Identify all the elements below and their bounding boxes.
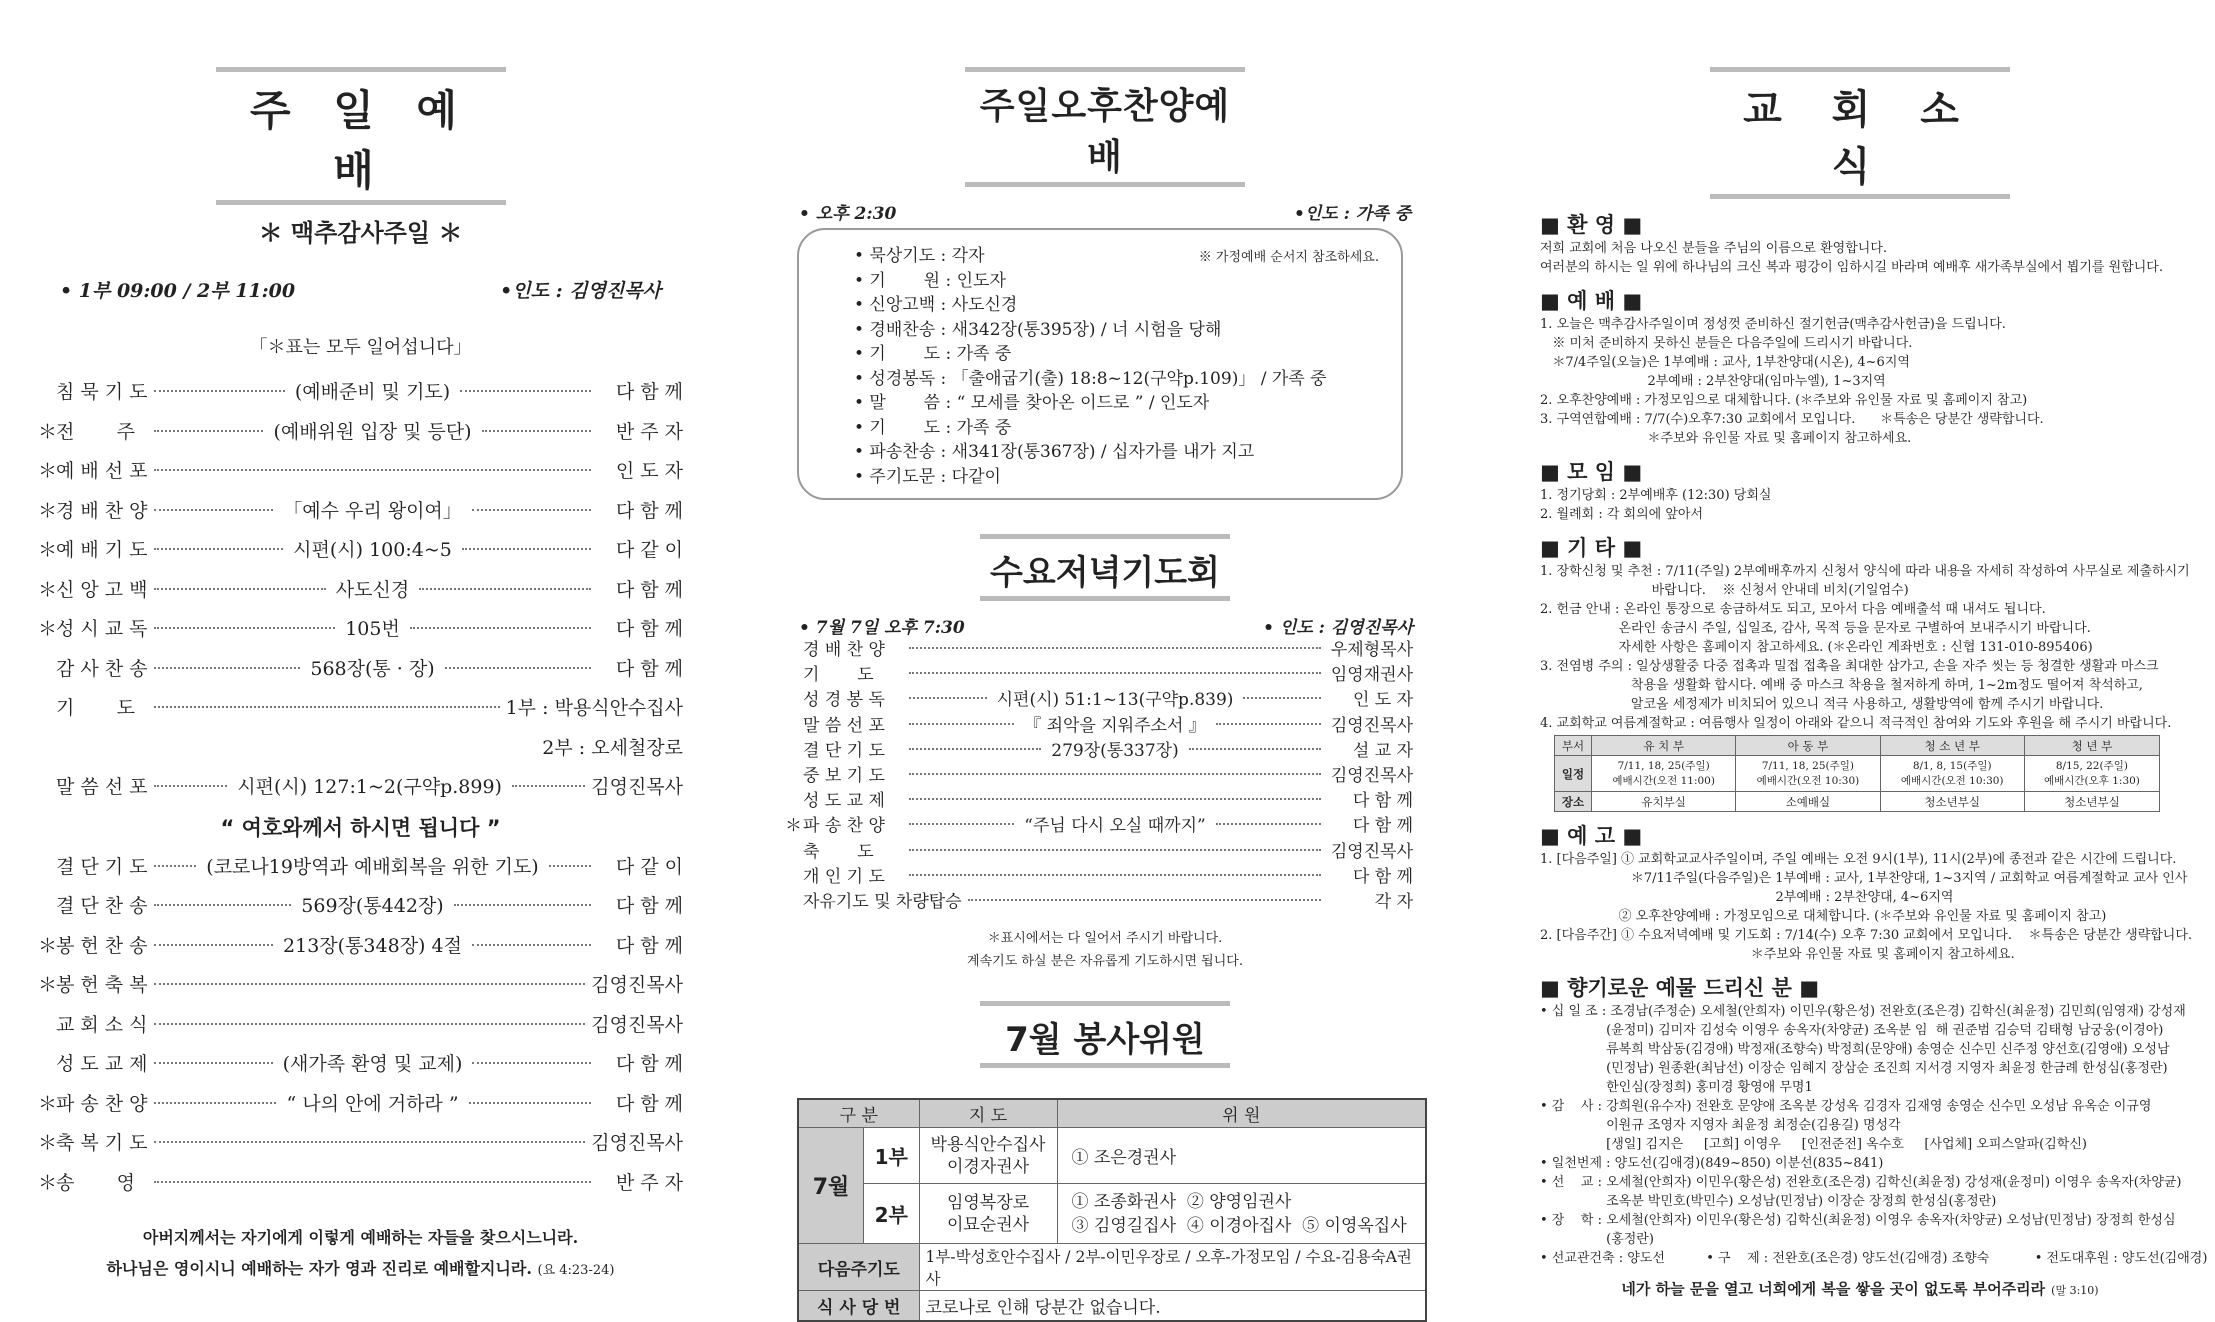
order-label: 교 회 소 식 xyxy=(56,1013,148,1036)
wednesday-time: • 7월 7일 오후 7:30 xyxy=(799,618,965,638)
order-person: 각 자 xyxy=(1374,891,1413,912)
order-person: 2부 : 오세철장로 xyxy=(542,736,683,759)
news-line: 1. 정기당회 : 2부예배후 (12:30) 당회실 xyxy=(1540,488,1772,503)
vol-month: 7월 xyxy=(798,1128,864,1244)
afternoon-leader: •인도 : 가족 중 xyxy=(1293,204,1411,224)
wednesday-note-1: ＊표시에서는 다 일어서 주시기 바랍니다. xyxy=(987,931,1223,947)
news-line: 한인심(장정희) 홍미경 황영애 무명1 xyxy=(1540,1080,1813,1095)
order-label: 봉 헌 축 복 xyxy=(56,974,148,996)
vol-part-1: 1부 xyxy=(864,1128,920,1184)
news-line: 1. 오늘은 맥추감사주일이며 정성껏 준비하신 절기헌금(맥추감사헌금)을 드립니다. xyxy=(1540,317,2006,332)
worship-time: • 1부 09:00 / 2부 11:00 xyxy=(60,280,296,302)
wednesday-title-box xyxy=(980,534,1230,601)
order-label: 개 인 기 도 xyxy=(803,866,885,887)
afternoon-order-item: • 말 씀 : “ 모세를 찾아온 이드로 ” / 인도자 xyxy=(854,393,1210,413)
news-section-heading: ■ 예 고 ■ xyxy=(1540,824,1643,848)
camp-date: 7/11, 18, 25(주일) 예배시간(오전 11:00) xyxy=(1592,756,1736,792)
bible-verse-2: 하나님은 영이시니 예배하는 자가 영과 진리로 예배할지니라. xyxy=(106,1259,532,1278)
order-label: 신 앙 고 백 xyxy=(56,578,148,601)
afternoon-order-item: • 주기도문 : 다같이 xyxy=(854,466,1001,487)
standing-mark: ＊ xyxy=(38,499,58,522)
order-content: (코로나19방역과 예배회복을 위한 기도) xyxy=(202,848,542,888)
bible-verse-ref: (요 4:23-24) xyxy=(537,1263,615,1278)
news-section-body xyxy=(1540,850,2193,964)
vol-header-members: 위 원 xyxy=(1057,1099,1426,1128)
vol-leader-1a: 박용식안수집사 xyxy=(930,1134,1046,1155)
order-person: 다 같 이 xyxy=(615,539,684,561)
news-line: 2부예배 : 2부찬양대, 4~6지역 xyxy=(1540,890,1954,905)
bible-verse-1: 아버지께서는 자기에게 이렇게 예배하는 자들을 찾으시느니라. xyxy=(142,1228,579,1247)
camp-place: 청소년부실 xyxy=(2024,792,2159,812)
order-row xyxy=(38,966,683,1006)
closing-verse: 네가 하늘 문을 열고 너희에게 복을 쌓을 곳이 없도록 부어주리라 xyxy=(1621,1280,2046,1298)
order-row xyxy=(38,1124,683,1164)
camp-header: 청 소 년 부 xyxy=(1880,736,2024,756)
order-row xyxy=(785,714,1413,739)
volunteer-title: 7월 봉사위원 xyxy=(1005,1020,1205,1061)
order-row xyxy=(38,373,683,413)
news-line: 류복희 박삼동(김경애) 박정재(조향숙) 박정희(문양애) 송영순 신수민 신주정 양선호(김영애) 오성남 xyxy=(1540,1042,2170,1057)
order-content: 사도신경 xyxy=(332,571,413,611)
order-person: 1부 : 박용식안수집사 xyxy=(505,697,683,719)
church-news-title-box xyxy=(1710,67,2010,199)
sunday-worship-title: 주 일 예 배 xyxy=(250,86,471,195)
order-row xyxy=(785,739,1413,764)
afternoon-worship-title-box xyxy=(965,67,1245,187)
wednesday-title: 수요저녁기도회 xyxy=(990,553,1220,593)
order-label: 감 사 찬 송 xyxy=(56,657,148,680)
news-line: 2. 월례회 : 각 회의에 앞아서 xyxy=(1540,507,1704,522)
standing-mark: ＊ xyxy=(38,1132,58,1154)
order-content: 279장(통337장) xyxy=(1047,739,1182,764)
thanksgiving-subtitle: ＊ 맥추감사주일 ＊ xyxy=(258,219,463,247)
order-row xyxy=(38,1006,683,1046)
order-person: 다 함 께 xyxy=(1352,816,1413,837)
order-content: (예배위원 입장 및 등단) xyxy=(269,413,475,453)
order-person: 인 도 자 xyxy=(615,460,683,482)
order-label: 결 단 찬 송 xyxy=(56,895,148,917)
news-line: ＊주보와 유인물 자료 및 홈페이지 참고하세요. xyxy=(1540,947,2015,962)
order-row xyxy=(38,452,683,492)
order-row xyxy=(38,927,683,967)
news-line: 3. 구역연합예배 : 7/7(수)오후7:30 교회에서 모입니다. ＊특송은 당분간 생략합니다. xyxy=(1540,412,2044,427)
order-label: 성 도 교 제 xyxy=(56,1053,148,1075)
order-label: 성 시 교 독 xyxy=(56,618,148,640)
right-column xyxy=(1540,0,2208,1299)
standing-note: 「＊표는 모두 일어섭니다」 xyxy=(249,337,472,358)
order-label: 중 보 기 도 xyxy=(803,765,885,786)
standing-mark: ＊ xyxy=(38,618,58,640)
afternoon-order-item: • 성경봉독 : 「출애굽기(출) 18:8~12(구약p.109)」 / 가족 중 xyxy=(854,368,1327,389)
news-section-body xyxy=(1540,1002,2208,1268)
order-content: 「예수 우리 왕이여」 xyxy=(279,492,466,532)
news-line: ＊7/11주일(다음주일)은 1부예배 : 교사, 1부찬양대, 1~3지역 / 교회학교 여름계절학교 교사 인사 xyxy=(1540,871,2188,886)
news-line: 이원규 조영자 지영자 최윤정 최정순(김용길) 명성각 xyxy=(1540,1118,1901,1133)
order-label: 예 배 기 도 xyxy=(56,539,148,561)
camp-header: 청 년 부 xyxy=(2024,736,2159,756)
order-person: 설 교 자 xyxy=(1352,740,1413,761)
afternoon-order-item: • 묵상기도 : 각자 xyxy=(854,246,985,266)
order-label: 성 경 봉 독 xyxy=(803,690,885,711)
news-line: ② 오후찬양예배 : 가정모임으로 대체합니다. (＊주보와 유인물 자료 및 홈페이지 참고) xyxy=(1540,909,2107,924)
order-person: 다 함 께 xyxy=(615,657,683,680)
camp-date: 8/15, 22(주일) 예배시간(오후 1:30) xyxy=(2024,756,2159,792)
order-label: 결 단 기 도 xyxy=(803,740,885,761)
order-label: 전 주 xyxy=(56,420,135,443)
news-line: 1. [다음주일] ① 교회학교교사주일이며, 주일 예배는 오전 9시(1부), 11시(2부)에 종전과 같은 시간에 드립니다. xyxy=(1540,852,2177,867)
vol-meal: 코로나로 인해 당분간 없습니다. xyxy=(919,1291,1426,1321)
afternoon-order-item: • 경배찬송 : 새342장(통395장) / 너 시험을 당해 xyxy=(854,319,1222,340)
news-line: 4. 교회학교 여름계절학교 : 여름행사 일정이 아래와 같으니 적극적인 참여와 기도와 후원을 해 주시기 바랍니다. xyxy=(1540,716,2172,731)
order-row xyxy=(38,413,683,453)
order-person: 김영진목사 xyxy=(591,1013,683,1036)
news-line: 알코올 세정제가 비치되어 있으니 적극 사용하고, 생활방역에 함께 주시기 바랍니다. xyxy=(1540,697,2104,712)
order-content: 시편(시) 127:1~2(구약p.899) xyxy=(233,768,506,808)
news-line: • 선 교 : 오세철(안희자) 이민우(황은성) 전완호(조은경) 김학신(최윤정) 강성재(윤정미) 이영우 송옥자(차양균) xyxy=(1540,1175,2182,1190)
vol-leaders-2 xyxy=(919,1184,1057,1244)
order-row xyxy=(38,729,683,769)
vol-members-1: ① 조은경권사 xyxy=(1057,1128,1426,1184)
news-line: 2부예배 : 2부찬양대(임마누엘), 1~3지역 xyxy=(1540,374,1886,389)
order-person: 임영재권사 xyxy=(1330,665,1413,686)
afternoon-order-item: • 신앙고백 : 사도신경 xyxy=(854,295,1018,315)
vol-leader-2b: 이묘순권사 xyxy=(946,1214,1030,1235)
camp-date: 7/11, 18, 25(주일) 예배시간(오전 10:30) xyxy=(1736,756,1880,792)
order-label: 성 도 교 제 xyxy=(803,791,885,812)
order-of-service xyxy=(38,373,683,808)
order-content: (새가족 환영 및 교제) xyxy=(279,1045,467,1085)
left-column xyxy=(38,0,683,1279)
news-line: 3. 전염병 주의 : 일상생활중 다중 접촉과 밀접 접촉을 최대한 삼가고, 손을 자주 씻는 등 청결한 생활과 마스크 xyxy=(1540,659,2159,674)
order-row xyxy=(38,571,683,611)
camp-place: 소예배실 xyxy=(1736,792,1880,812)
standing-mark: ＊ xyxy=(38,1171,58,1194)
news-line: 온라인 송금시 주일, 십일조, 감사, 목적 등을 문자로 구별하여 보내주시기 바랍니다. xyxy=(1540,621,2091,636)
standing-mark: ＊ xyxy=(38,1092,58,1115)
order-of-service-2 xyxy=(38,848,683,1204)
vol-meal-label: 식 사 당 번 xyxy=(798,1291,919,1321)
vol-next-label: 다음주기도 xyxy=(798,1244,919,1291)
wednesday-order xyxy=(785,638,1425,915)
news-line: [생일] 김지은 [고희] 이영우 [인전준전] 옥수호 [사업체] 오피스알파(김학신) xyxy=(1540,1137,2087,1152)
news-section-body xyxy=(1540,239,2180,277)
order-row xyxy=(38,531,683,571)
order-label: 축 복 기 도 xyxy=(56,1132,148,1154)
order-label: 기 도 xyxy=(803,665,874,686)
standing-mark: ＊ xyxy=(38,578,58,601)
order-row xyxy=(38,1085,683,1125)
afternoon-order-item: • 기 도 : 가족 중 xyxy=(854,344,1012,364)
standing-mark: ＊ xyxy=(38,974,58,996)
news-section-body xyxy=(1540,562,2190,733)
standing-mark: ＊ xyxy=(785,816,802,837)
news-line: ＊7/4주일(오늘)은 1부예배 : 교사, 1부찬양대(시온), 4~6지역 xyxy=(1540,355,1910,370)
standing-mark: ＊ xyxy=(38,460,58,482)
closing-verse-ref: (말 3:10) xyxy=(2051,1284,2099,1297)
news-line: • 선교관건축 : 양도선 • 구 제 : 전완호(조은경) 양도선(김애경) 조향숙 • 전도대후원 : 양도선(김애경) xyxy=(1540,1251,2208,1266)
news-line: (홍정란) xyxy=(1540,1232,1654,1247)
order-label: 송 영 xyxy=(56,1171,135,1194)
order-row xyxy=(38,1164,683,1204)
order-person: 다 함 께 xyxy=(1352,866,1413,887)
news-line: 여러분의 하시는 일 위에 하나님의 크신 복과 평강이 임하시길 바라며 예배후 새가족부실에서 뵙기를 원합니다. xyxy=(1540,260,2163,275)
order-label: 축 도 xyxy=(803,841,874,862)
news-line: 착용을 생활화 합시다. 예배 중 마스크 착용을 철저하게 하며, 1~2m정도 떨어져 착석하고, xyxy=(1540,678,2143,693)
afternoon-order-item: • 파송찬송 : 새341장(통367장) / 십자가를 내가 지고 xyxy=(854,442,1255,462)
order-person: 반 주 자 xyxy=(615,420,684,443)
news-line: 저희 교회에 처음 나오신 분들을 주님의 이름으로 환영합니다. xyxy=(1540,241,1888,256)
news-line: • 감 사 : 강희원(유수자) 전완호 문양애 조옥분 강성옥 김경자 김재영 송영순 신수민 오성남 유옥순 이규영 xyxy=(1540,1099,2152,1114)
order-content: 568장(통 · 장) xyxy=(306,650,438,690)
order-label: 파 송 찬 양 xyxy=(803,816,885,837)
order-label: 경 배 찬 양 xyxy=(56,499,148,522)
order-label: 말 씀 선 포 xyxy=(803,715,885,736)
camp-header: 유 치 부 xyxy=(1592,736,1736,756)
order-content: 『 죄악을 지워주소서 』 xyxy=(1020,714,1210,739)
order-row xyxy=(785,688,1413,713)
order-row xyxy=(38,848,683,888)
standing-mark: ＊ xyxy=(38,539,58,561)
sermon-title: “ 여호와께서 하시면 됩니다 ” xyxy=(220,815,501,840)
camp-place-label: 장소 xyxy=(1555,792,1592,812)
news-line: 1. 장학신청 및 추천 : 7/11(주일) 2부예배후까지 신청서 양식에 따라 내용을 자세히 작성하여 사무실로 제출하시기 xyxy=(1540,564,2190,579)
order-person: 다 함 께 xyxy=(615,578,684,601)
order-label: 경 배 찬 양 xyxy=(803,640,885,660)
family-worship-note: ※ 가정예배 순서지 참조하세요. xyxy=(1198,250,1379,265)
vol-leader-1b: 이경자권사 xyxy=(946,1156,1030,1177)
order-content: 시편(시) 100:4~5 xyxy=(289,531,456,571)
vol-header-division: 구 분 xyxy=(798,1099,919,1128)
afternoon-order-item: • 기 도 : 가족 중 xyxy=(854,417,1012,438)
news-line: ＊주보와 유인물 자료 및 홈페이지 참고하세요. xyxy=(1540,431,1912,446)
wednesday-note-2: 계속기도 하실 분은 자유롭게 기도하시면 됩니다. xyxy=(967,954,1243,970)
news-section-heading: ■ 향기로운 예물 드리신 분 ■ xyxy=(1540,976,1820,1000)
middle-column xyxy=(785,0,1425,1322)
news-line: 2. 헌금 안내 : 온라인 통장으로 송금하셔도 되고, 모아서 다음 예배출석 때 내셔도 됩니다. xyxy=(1540,602,2046,617)
order-row xyxy=(38,492,683,532)
order-row xyxy=(785,840,1413,865)
vol-member-line: ③ 김영길집사 ④ 이경아집사 ⑤ 이영옥집사 xyxy=(1071,1215,1407,1236)
order-person: 다 함 께 xyxy=(615,934,683,957)
vol-member-line: ① 조종화권사 ② 양영임권사 xyxy=(1071,1191,1292,1212)
volunteer-table xyxy=(797,1098,1427,1322)
order-label: 말 씀 선 포 xyxy=(56,776,148,798)
order-content: 105번 xyxy=(341,610,404,650)
news-section-heading: ■ 환 영 ■ xyxy=(1540,213,1643,237)
order-label: 봉 헌 찬 송 xyxy=(56,934,148,957)
order-person: 다 함 께 xyxy=(615,895,684,917)
order-content: 시편(시) 51:1~13(구약p.839) xyxy=(993,688,1238,713)
news-line: 바랍니다. ※ 신청서 안내데 비치(기일엄수) xyxy=(1540,583,1909,598)
vol-header-leader: 지 도 xyxy=(919,1099,1057,1128)
order-person: 인 도 자 xyxy=(1352,690,1414,711)
news-line: 조옥분 박민호(박민수) 오성남(민정남) 이장순 장정희 한성심(홍정란) xyxy=(1540,1194,1997,1209)
afternoon-order-box xyxy=(797,228,1403,500)
church-news-title: 교 회 소 식 xyxy=(1743,87,1977,190)
order-person: 다 같 이 xyxy=(615,855,683,878)
order-label: 파 송 찬 양 xyxy=(56,1092,148,1115)
standing-mark: ＊ xyxy=(38,420,58,443)
order-row xyxy=(785,764,1413,789)
news-line: (윤정미) 김미자 김성숙 이영우 송옥자(차양균) 조옥분 임 해 권준범 김승덕 김태형 남궁웅(이경아) xyxy=(1540,1023,2164,1038)
order-row xyxy=(38,887,683,927)
order-row xyxy=(785,865,1413,890)
order-content: “ 나의 안에 거하라 ” xyxy=(282,1085,462,1125)
vol-leader-2a: 임영복장로 xyxy=(946,1192,1030,1213)
vol-leaders-1 xyxy=(919,1128,1057,1184)
camp-header: 아 동 부 xyxy=(1736,736,1880,756)
camp-dates-label: 일정 xyxy=(1555,756,1592,792)
order-label: 침 묵 기 도 xyxy=(56,381,148,403)
order-content: 569장(통442장) xyxy=(297,887,447,927)
order-row xyxy=(785,814,1413,839)
news-section-body xyxy=(1540,315,2180,448)
order-label: 자유기도 및 차량탑승 xyxy=(803,891,962,912)
order-person: 다 함 께 xyxy=(1352,791,1413,812)
order-person: 반 주 자 xyxy=(615,1171,683,1194)
order-row xyxy=(785,890,1413,915)
news-line: 2. [다음주간] ① 수요저녁예배 및 기도회 : 7/14(수) 오후 7:30 교회에서 모입니다. ＊특송은 당분간 생략합니다. xyxy=(1540,928,2193,943)
afternoon-worship-title: 주일오후찬양예배 xyxy=(979,86,1231,178)
order-content: (예배준비 및 기도) xyxy=(291,373,454,413)
order-row xyxy=(38,768,683,808)
order-person: 김영진목사 xyxy=(591,776,684,798)
order-person: 김영진목사 xyxy=(591,1132,683,1154)
volunteer-title-box xyxy=(980,1001,1230,1068)
worship-leader: •인도 : 김영진목사 xyxy=(500,280,661,302)
order-person: 다 함 께 xyxy=(615,618,683,640)
order-row xyxy=(785,789,1413,814)
camp-place: 유치부실 xyxy=(1592,792,1736,812)
standing-mark: ＊ xyxy=(38,934,58,957)
vol-part-2: 2부 xyxy=(864,1184,920,1244)
camp-place: 청소년부실 xyxy=(1880,792,2024,812)
order-person: 다 함 께 xyxy=(615,1092,684,1115)
news-line: 2. 오후찬양예배 : 가정모임으로 대체합니다. (＊주보와 유인물 자료 및 홈페이지 참고) xyxy=(1540,393,2028,408)
afternoon-time: • 오후 2:30 xyxy=(799,204,897,224)
camp-date: 8/1, 8, 15(주일) 예배시간(오전 10:30) xyxy=(1880,756,2024,792)
order-person: 다 함 께 xyxy=(615,1053,683,1075)
order-row xyxy=(38,1045,683,1085)
order-content: “주님 다시 오실 때까지” xyxy=(1020,814,1209,839)
order-person: 김영진목사 xyxy=(1330,765,1413,786)
order-row xyxy=(785,663,1413,688)
order-row xyxy=(38,689,683,729)
news-line: • 일천번제 : 양도선(김애경)(849~850) 이분선(835~841) xyxy=(1540,1156,1884,1171)
order-label: 예 배 선 포 xyxy=(56,460,148,482)
vol-members-2 xyxy=(1057,1184,1426,1244)
news-line: ※ 미처 준비하지 못하신 분들은 다음주일에 드리시기 바랍니다. xyxy=(1540,336,1913,351)
order-person: 김영진목사 xyxy=(1330,715,1413,736)
order-person: 김영진목사 xyxy=(1330,841,1413,862)
news-line: • 장 학 : 오세철(안희자) 이민우(황은성) 김학신(최윤정) 이영우 송옥자(차양균) 오성남(민정남) 장정희 한성심 xyxy=(1540,1213,2176,1228)
order-person: 우제형목사 xyxy=(1330,640,1413,660)
news-section-body xyxy=(1540,486,2180,524)
wednesday-leader: • 인도 : 김영진목사 xyxy=(1263,618,1413,638)
order-person: 다 함 께 xyxy=(615,499,683,522)
sunday-worship-title-box xyxy=(216,67,506,205)
order-label: 결 단 기 도 xyxy=(56,855,148,878)
news-section-heading: ■ 예 배 ■ xyxy=(1540,289,1643,313)
summer-camp-table xyxy=(1554,735,2160,812)
order-person: 다 함 께 xyxy=(615,381,684,403)
news-section-heading: ■ 기 타 ■ xyxy=(1540,536,1643,560)
order-person: 김영진목사 xyxy=(591,974,683,996)
news-line: 자세한 사항은 홈페이지 참고하세요. (＊온라인 계좌번호 : 신협 131-010-895406) xyxy=(1540,640,2093,655)
church-news-body xyxy=(1540,209,2208,1299)
vol-next-prayer: 1부-박성호안수집사 / 2부-이민우장로 / 오후-가정모임 / 수요-김용숙A권사 xyxy=(919,1244,1426,1291)
order-row xyxy=(785,638,1413,663)
order-label: 기 도 xyxy=(56,697,135,719)
afternoon-order-item: • 기 원 : 인도자 xyxy=(854,270,1006,291)
order-content: 213장(통348장) 4절 xyxy=(279,927,466,967)
news-line: • 십 일 조 : 조경남(주정순) 오세철(안희자) 이민우(황은성) 전완호(조은경) 김학신(최윤정) 김민희(임영재) 강성재 xyxy=(1540,1004,2186,1019)
order-row xyxy=(38,610,683,650)
news-line: (민정남) 원종환(최남선) 이장순 임혜지 장삼순 조진희 지서경 지영자 최윤정 한금례 한성심(홍정란) xyxy=(1540,1061,2168,1076)
news-section-heading: ■ 모 임 ■ xyxy=(1540,460,1643,484)
order-row xyxy=(38,650,683,690)
camp-header: 부서 xyxy=(1555,736,1592,756)
